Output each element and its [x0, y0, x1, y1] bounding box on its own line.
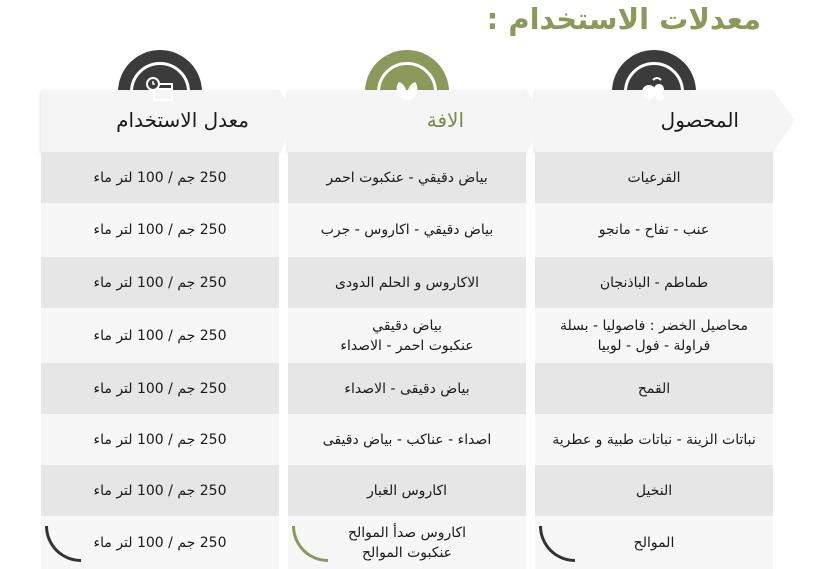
rate-row: 250 جم / 100 لتر ماء — [41, 414, 279, 465]
pest-row: اصداء - عناكب - بياض دقيقى — [288, 414, 526, 465]
rate-row: 250 جم / 100 لتر ماء — [41, 257, 279, 308]
pest-row: اكاروس الغبار — [288, 465, 526, 516]
pest-row: بياض دقيقي - اكاروس - جرب — [288, 203, 526, 257]
pest-row: الاكاروس و الحلم الدودى — [288, 257, 526, 308]
pest-header-label: الافة — [426, 108, 464, 132]
crop-row: القرعيات — [535, 152, 773, 203]
crop-rows — [535, 152, 773, 569]
crop-row: عنب - تفاح - مانجو — [535, 203, 773, 257]
crop-row: النخيل — [535, 465, 773, 516]
pest-header-arrow — [526, 90, 548, 152]
crop-row: طماطم - الباذنجان — [535, 257, 773, 308]
pest-row: بياض دقيقي - عنكبوت احمر — [288, 152, 526, 203]
rate-row: 250 جم / 100 لتر ماء — [41, 308, 279, 363]
rate-rows — [41, 152, 279, 569]
rate-row: 250 جم / 100 لتر ماء — [41, 465, 279, 516]
leaf-icon — [389, 72, 425, 108]
crop-row: الموالح — [535, 516, 773, 569]
rate-header-label: معدل الاستخدام — [116, 108, 249, 132]
calendar-clock-icon — [142, 72, 178, 108]
page-title: معدلات الاستخدام : — [486, 2, 761, 36]
rate-row: 250 جم / 100 لتر ماء — [41, 363, 279, 414]
crop-column — [535, 50, 773, 567]
pest-row: بياض دقيقى - الاصداء — [288, 363, 526, 414]
crop-header-arrow — [773, 90, 795, 152]
pest-column — [288, 50, 526, 567]
rate-column — [41, 50, 279, 567]
fruit-icon — [636, 72, 672, 108]
crop-row: نباتات الزينة - نباتات طبية و عطرية — [535, 414, 773, 465]
rate-header-arrow — [279, 90, 301, 152]
rate-row: 250 جم / 100 لتر ماء — [41, 203, 279, 257]
crop-row: القمح — [535, 363, 773, 414]
crop-row: محاصيل الخضر : فاصوليا - بسلة فراولة - فول - لوبيا — [535, 308, 773, 363]
pest-row: اكاروس صدأ الموالح عنكبوت الموالح — [288, 516, 526, 569]
rate-row: 250 جم / 100 لتر ماء — [41, 152, 279, 203]
pest-rows — [288, 152, 526, 569]
pest-row: بياض دقيقي عنكبوت احمر - الاصداء — [288, 308, 526, 363]
crop-header-label: المحصول — [660, 108, 739, 132]
rate-row: 250 جم / 100 لتر ماء — [41, 516, 279, 569]
